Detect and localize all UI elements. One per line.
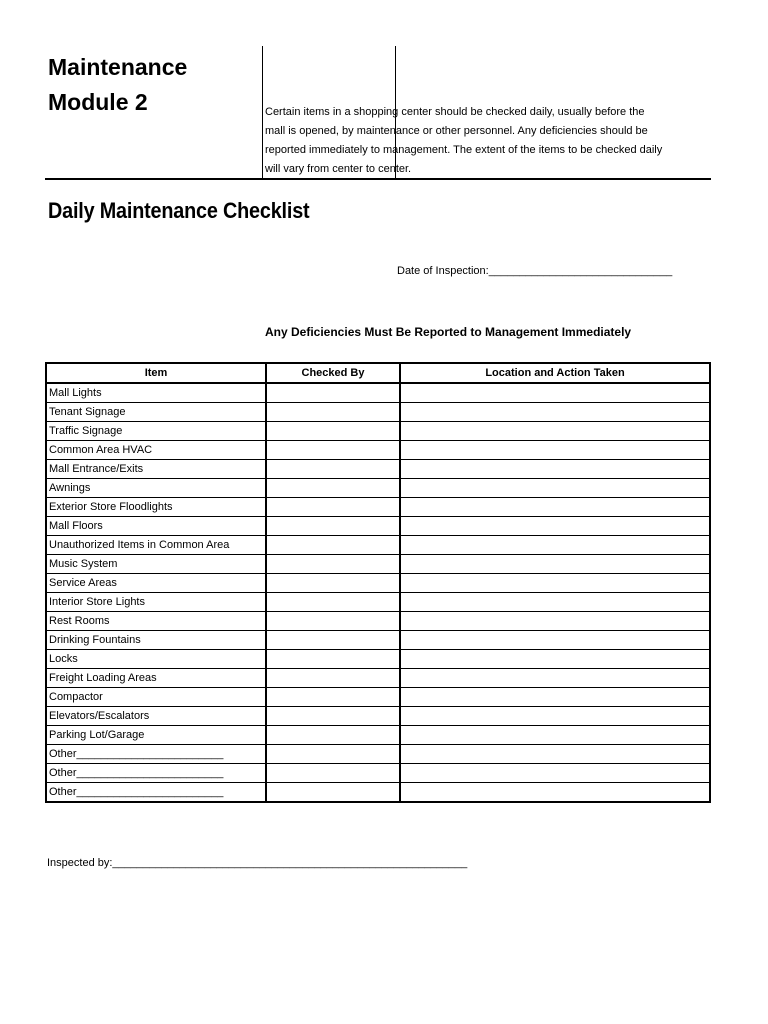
inspected-by-field[interactable]: Inspected by:__________________________________________________________ bbox=[47, 857, 468, 869]
item-cell: Compactor bbox=[46, 688, 266, 707]
item-cell: Rest Rooms bbox=[46, 612, 266, 631]
item-cell: Drinking Fountains bbox=[46, 631, 266, 650]
table-header-row bbox=[46, 363, 710, 383]
checked-by-cell[interactable] bbox=[266, 517, 400, 536]
intro-line: Certain items in a shopping center should be checked daily, usually before the bbox=[265, 106, 645, 118]
module-title bbox=[48, 50, 258, 120]
location-action-cell[interactable] bbox=[400, 612, 710, 631]
table-row bbox=[46, 593, 710, 612]
module-title-line2: Module 2 bbox=[48, 89, 148, 115]
table-row bbox=[46, 498, 710, 517]
item-cell: Interior Store Lights bbox=[46, 593, 266, 612]
item-cell: Other________________________ bbox=[46, 745, 266, 764]
checked-by-cell[interactable] bbox=[266, 707, 400, 726]
item-cell: Traffic Signage bbox=[46, 422, 266, 441]
table-row bbox=[46, 631, 710, 650]
table-row bbox=[46, 460, 710, 479]
table-row bbox=[46, 555, 710, 574]
table-row bbox=[46, 383, 710, 403]
checked-by-cell[interactable] bbox=[266, 688, 400, 707]
location-action-cell[interactable] bbox=[400, 555, 710, 574]
module-title-line1: Maintenance bbox=[48, 54, 188, 80]
location-action-cell[interactable] bbox=[400, 403, 710, 422]
location-action-cell[interactable] bbox=[400, 707, 710, 726]
location-action-cell[interactable] bbox=[400, 631, 710, 650]
location-action-cell[interactable] bbox=[400, 764, 710, 783]
location-action-cell[interactable] bbox=[400, 498, 710, 517]
checked-by-cell[interactable] bbox=[266, 669, 400, 688]
location-action-cell[interactable] bbox=[400, 422, 710, 441]
table-row bbox=[46, 688, 710, 707]
item-cell: Music System bbox=[46, 555, 266, 574]
location-action-cell[interactable] bbox=[400, 593, 710, 612]
item-cell: Unauthorized Items in Common Area bbox=[46, 536, 266, 555]
item-cell: Common Area HVAC bbox=[46, 441, 266, 460]
table-row bbox=[46, 764, 710, 783]
item-cell: Locks bbox=[46, 650, 266, 669]
item-cell: Other________________________ bbox=[46, 764, 266, 783]
checked-by-cell[interactable] bbox=[266, 460, 400, 479]
location-action-cell[interactable] bbox=[400, 669, 710, 688]
item-cell: Mall Floors bbox=[46, 517, 266, 536]
header-divider-left bbox=[262, 46, 263, 178]
column-header-item: Item bbox=[46, 363, 266, 383]
table-row bbox=[46, 745, 710, 764]
location-action-cell[interactable] bbox=[400, 517, 710, 536]
item-cell: Awnings bbox=[46, 479, 266, 498]
table-row bbox=[46, 441, 710, 460]
checked-by-cell[interactable] bbox=[266, 383, 400, 403]
item-cell: Service Areas bbox=[46, 574, 266, 593]
table-row bbox=[46, 536, 710, 555]
item-cell: Parking Lot/Garage bbox=[46, 726, 266, 745]
table-row bbox=[46, 517, 710, 536]
intro-paragraph bbox=[265, 103, 705, 179]
item-cell: Mall Entrance/Exits bbox=[46, 460, 266, 479]
intro-line: mall is opened, by maintenance or other personnel. Any deficiencies should be bbox=[265, 125, 648, 137]
location-action-cell[interactable] bbox=[400, 650, 710, 669]
column-header-location-action: Location and Action Taken bbox=[400, 363, 710, 383]
item-cell: Elevators/Escalators bbox=[46, 707, 266, 726]
location-action-cell[interactable] bbox=[400, 536, 710, 555]
checked-by-cell[interactable] bbox=[266, 783, 400, 803]
table-row bbox=[46, 783, 710, 803]
checked-by-cell[interactable] bbox=[266, 479, 400, 498]
deficiency-notice: Any Deficiencies Must Be Reported to Management Immediately bbox=[265, 325, 632, 339]
intro-line: reported immediately to management. The extent of the items to be checked daily bbox=[265, 144, 663, 156]
date-of-inspection-field[interactable]: Date of Inspection:______________________________ bbox=[397, 265, 673, 277]
table-row bbox=[46, 479, 710, 498]
table-row bbox=[46, 726, 710, 745]
location-action-cell[interactable] bbox=[400, 745, 710, 764]
checked-by-cell[interactable] bbox=[266, 631, 400, 650]
checked-by-cell[interactable] bbox=[266, 726, 400, 745]
table-row bbox=[46, 612, 710, 631]
checked-by-cell[interactable] bbox=[266, 403, 400, 422]
checked-by-cell[interactable] bbox=[266, 612, 400, 631]
checked-by-cell[interactable] bbox=[266, 555, 400, 574]
location-action-cell[interactable] bbox=[400, 574, 710, 593]
checked-by-cell[interactable] bbox=[266, 650, 400, 669]
table-row bbox=[46, 669, 710, 688]
item-cell: Exterior Store Floodlights bbox=[46, 498, 266, 517]
checked-by-cell[interactable] bbox=[266, 536, 400, 555]
table-row bbox=[46, 422, 710, 441]
location-action-cell[interactable] bbox=[400, 688, 710, 707]
location-action-cell[interactable] bbox=[400, 383, 710, 403]
table-row bbox=[46, 707, 710, 726]
checked-by-cell[interactable] bbox=[266, 745, 400, 764]
checked-by-cell[interactable] bbox=[266, 422, 400, 441]
checked-by-cell[interactable] bbox=[266, 764, 400, 783]
checked-by-cell[interactable] bbox=[266, 593, 400, 612]
item-cell: Tenant Signage bbox=[46, 403, 266, 422]
table-row bbox=[46, 403, 710, 422]
checklist-title: Daily Maintenance Checklist bbox=[48, 198, 310, 223]
column-header-checked-by: Checked By bbox=[266, 363, 400, 383]
item-cell: Mall Lights bbox=[46, 383, 266, 403]
checked-by-cell[interactable] bbox=[266, 498, 400, 517]
intro-line: will vary from center to center. bbox=[265, 163, 412, 175]
location-action-cell[interactable] bbox=[400, 441, 710, 460]
table-row bbox=[46, 650, 710, 669]
location-action-cell[interactable] bbox=[400, 460, 710, 479]
item-cell: Other________________________ bbox=[46, 783, 266, 803]
checklist-body bbox=[46, 383, 710, 802]
table-row bbox=[46, 574, 710, 593]
checklist-table bbox=[45, 362, 711, 803]
location-action-cell[interactable] bbox=[400, 479, 710, 498]
checked-by-cell[interactable] bbox=[266, 441, 400, 460]
location-action-cell[interactable] bbox=[400, 783, 710, 803]
checked-by-cell[interactable] bbox=[266, 574, 400, 593]
item-cell: Freight Loading Areas bbox=[46, 669, 266, 688]
location-action-cell[interactable] bbox=[400, 726, 710, 745]
header-rule bbox=[45, 178, 711, 180]
